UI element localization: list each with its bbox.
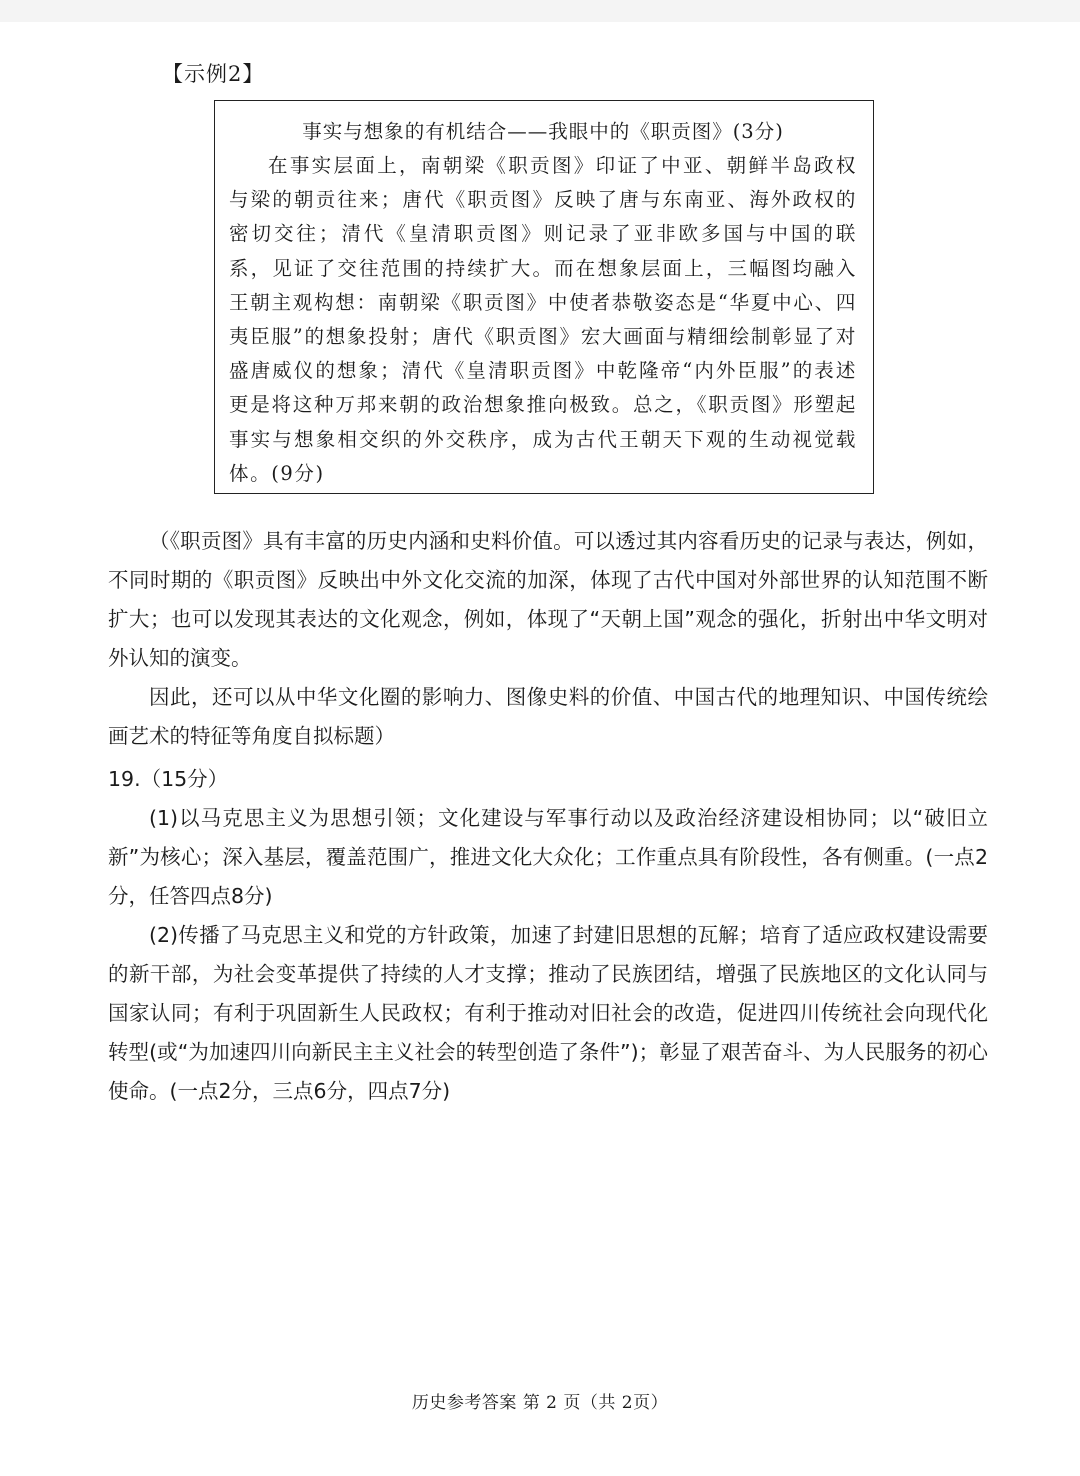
essay-title: 事实与想象的有机结合——我眼中的《职贡图》(3分) xyxy=(302,120,784,143)
answer-part-1: (1)以马克思主义为思想引领；文化建设与军事行动以及政治经济建设相协同；以“破旧立新”为核心；深入基层，覆盖范围广，推进文化大众化；工作重点具有阶段性，各有侧重。(一点2分，任答四点8分) xyxy=(108,806,988,908)
scoring-notes xyxy=(108,522,988,756)
sample-essay-box xyxy=(214,100,874,494)
notes-paragraph-1: （《职贡图》具有丰富的历史内涵和史料价值。可以透过其内容看历史的记录与表达，例如，不同时期的《职贡图》反映出中外文化交流的加深，体现了古代中国对外部世界的认知范围不断扩大；也可以发现其表达的文化观念，例如，体现了“天朝上国”观念的强化，折射出中华文明对外认知的演变。 xyxy=(108,529,988,670)
example-label: 【示例2】 xyxy=(162,62,265,86)
essay-body: 在事实层面上，南朝梁《职贡图》印证了中亚、朝鲜半岛政权与梁的朝贡往来；唐代《职贡图》反映了唐与东南亚、海外政权的密切交往；清代《皇清职贡图》则记录了亚非欧多国与中国的联系，见证了交往范围的持续扩大。而在想象层面上，三幅图均融入王朝主观构想：南朝梁《职贡图》中使者恭敬姿态是“华夏中心、四夷臣服”的想象投射；唐代《职贡图》宏大画面与精细绘制彰显了对盛唐威仪的想象；清代《皇清职贡图》中乾隆帝“内外臣服”的表述更是将这种万邦来朝的政治想象推向极致。总之，《职贡图》形塑起事实与想象相交织的外交秩序，成为古代王朝天下观的生动视觉载体。(9分) xyxy=(229,154,857,485)
question-19-answer xyxy=(108,760,988,1111)
question-number: 19.（15分） xyxy=(108,767,229,791)
top-edge-strip xyxy=(0,0,1080,22)
page-footer: 历史参考答案 第 2 页（共 2页） xyxy=(411,1393,669,1413)
notes-paragraph-2: 因此，还可以从中华文化圈的影响力、图像史料的价值、中国古代的地理知识、中国传统绘画艺术的特征等角度自拟标题） xyxy=(108,685,988,748)
answer-part-2: (2)传播了马克思主义和党的方针政策，加速了封建旧思想的瓦解；培育了适应政权建设需要的新干部，为社会变革提供了持续的人才支撑；推动了民族团结，增强了民族地区的文化认同与国家认同；有利于巩固新生人民政权；有利于推动对旧社会的改造，促进四川传统社会向现代化转型(或“为加速四川向新民主主义社会的转型创造了条件”)；彰显了艰苦奋斗、为人民服务的初心使命。(一点2分，三点6分，四点7分) xyxy=(108,923,988,1103)
